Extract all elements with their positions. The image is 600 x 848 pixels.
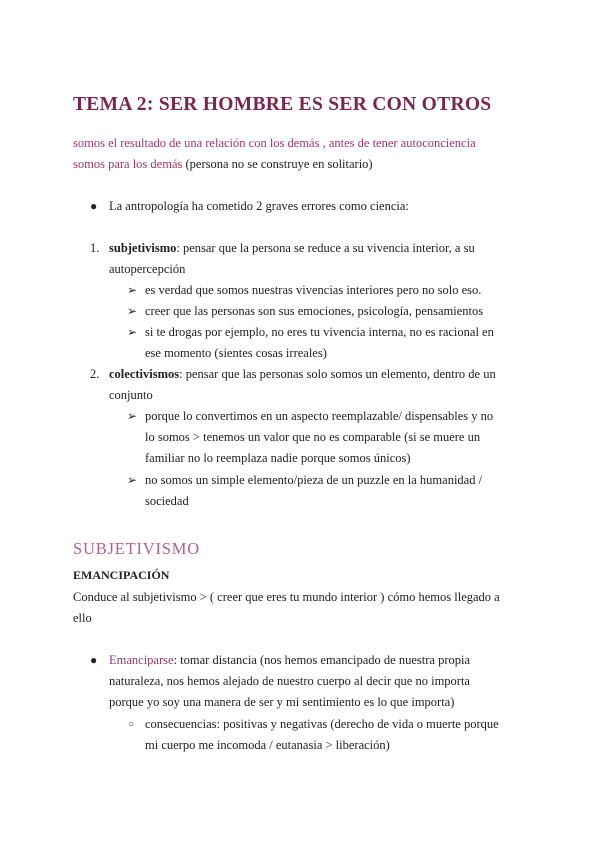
conduce-line-1: Conduce al subjetivismo > ( creer que eres tu mundo interior ) cómo hemos llegado a: [73, 590, 500, 604]
arrow-bullet-icon: ➢: [127, 473, 138, 487]
subheading: EMANCIPACIÓN: [73, 568, 170, 582]
sub-item: no somos un simple elemento/pieza de un puzzle en la humanidad /: [145, 473, 483, 487]
list-number-1: 1.: [90, 241, 100, 255]
consecuencias-line-2: mi cuerpo me incomoda / eutanasia > liberación): [145, 738, 390, 752]
item1-line-2: autopercepción: [109, 262, 186, 276]
bullet-icon: ●: [90, 199, 98, 213]
arrow-bullet-icon: ➢: [127, 304, 138, 318]
term-colectivismos: colectivismos: [109, 367, 180, 381]
intro-rest: (persona no se construye en solitario): [182, 157, 373, 171]
intro-line-2: [73, 154, 533, 175]
item-colectivismos: [109, 364, 496, 385]
item1-definition: : pensar que la persona se reduce a su vivencia interior, a su: [176, 241, 475, 255]
page-title: TEMA 2: SER HOMBRE ES SER CON OTROS: [73, 94, 492, 115]
sub-item: es verdad que somos nuestras vivencias interiores pero no solo eso.: [145, 283, 482, 297]
item2-line-2: conjunto: [109, 388, 153, 402]
bullet-errors: La antropología ha cometido 2 graves errores como ciencia:: [109, 199, 409, 213]
item-subjetivismo: [109, 238, 475, 259]
arrow-bullet-icon: ➢: [127, 283, 138, 297]
arrow-bullet-icon: ➢: [127, 409, 138, 423]
bullet-emanciparse: [109, 650, 470, 671]
consecuencias-line-1: consecuencias: positivas y negativas (derecho de vida o muerte porque: [145, 717, 499, 731]
conduce-line-2: ello: [73, 611, 92, 625]
sub-item: porque lo convertimos en un aspecto reemplazable/ dispensables y no: [145, 409, 494, 423]
item2-definition: : pensar que las personas solo somos un elemento, dentro de un: [179, 367, 496, 381]
intro-paragraph: [73, 133, 533, 175]
arrow-bullet-icon: ➢: [127, 325, 138, 339]
sub-item: creer que las personas son sus emociones, psicología, pensamientos: [145, 304, 484, 318]
term-subjetivismo: subjetivismo: [109, 241, 177, 255]
emanciparse-definition: : tomar distancia (nos hemos emancipado de nuestra propia: [173, 653, 470, 667]
sub-item-continuation: lo somos > tenemos un valor que no es comparable (si se muere un: [145, 430, 481, 444]
intro-highlight: somos para los demás: [73, 157, 183, 171]
sub-item-continuation: familiar no lo reemplaza nadie porque somos únicos): [145, 451, 411, 465]
intro-line-1: somos el resultado de una relación con los demás , antes de tener autoconciencia: [73, 136, 476, 150]
circle-bullet-icon: ○: [128, 719, 135, 730]
term-emanciparse: Emanciparse: [109, 653, 174, 667]
section-heading: SUBJETIVISMO: [73, 539, 200, 558]
emanciparse-line-3: porque yo soy una manera de ser y mi sentimiento es lo que importa): [109, 695, 455, 709]
emanciparse-line-2: naturaleza, nos hemos alejado de nuestro cuerpo al decir que no importa: [109, 674, 470, 688]
sub-item-continuation: sociedad: [145, 494, 189, 508]
list-number-2: 2.: [90, 367, 100, 381]
sub-item-continuation: ese momento (sientes cosas irreales): [145, 346, 327, 360]
bullet-icon: ●: [90, 653, 98, 667]
sub-item: si te drogas por ejemplo, no eres tu vivencia interna, no es racional en: [145, 325, 494, 339]
